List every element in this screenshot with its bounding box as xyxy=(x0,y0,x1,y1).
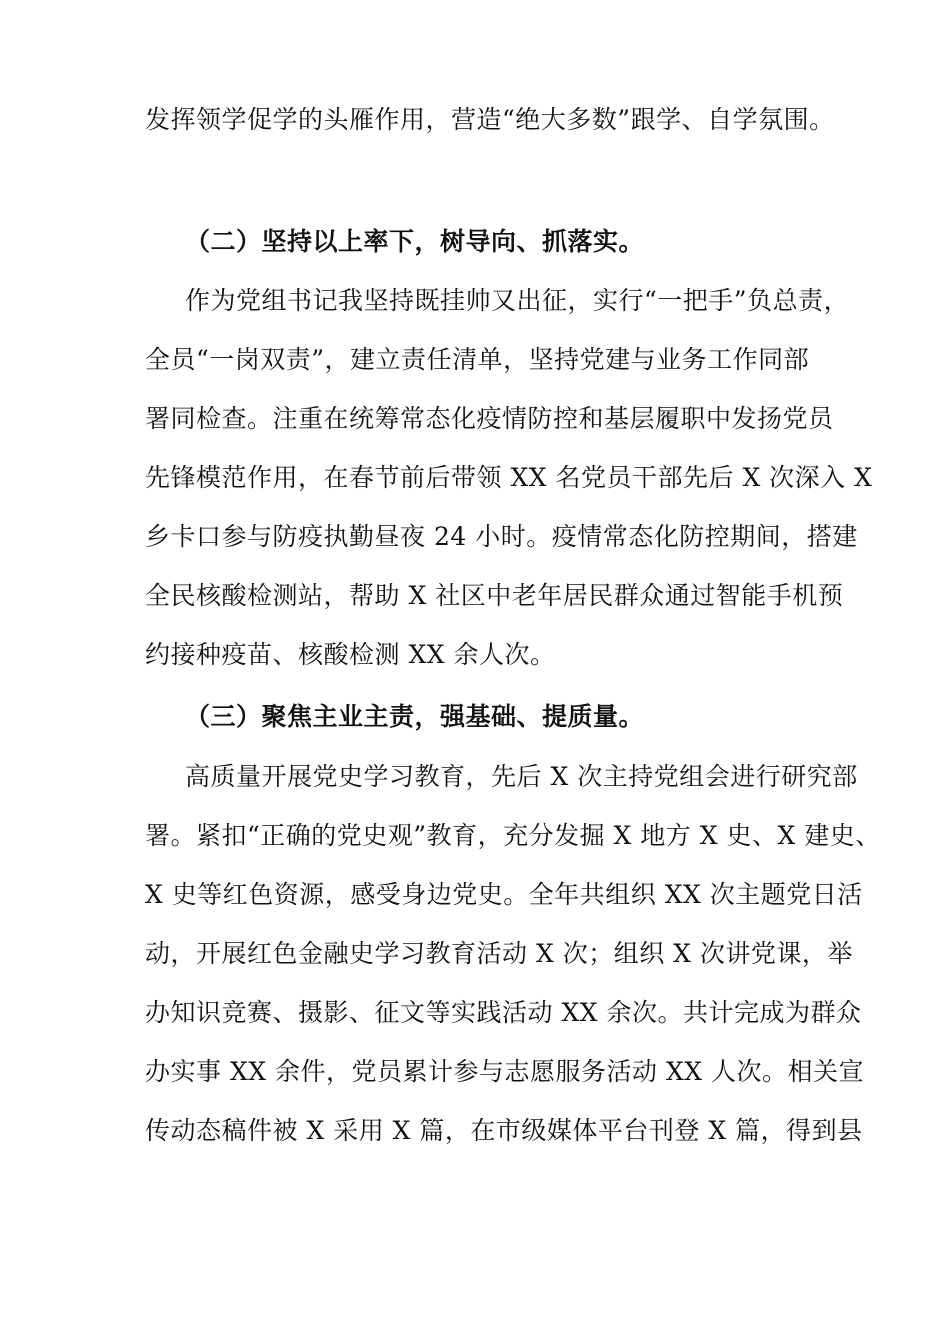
paragraph-line: 全员“一岗双责”，建立责任清单，坚持党建与业务工作同部 xyxy=(145,345,810,374)
paragraph-line: 办知识竞赛、摄影、征文等实践活动 XX 余次。共计完成为群众 xyxy=(145,998,862,1027)
paragraph-line: 署同检查。注重在统筹常态化疫情防控和基层履职中发扬党员 xyxy=(145,404,834,433)
paragraph-line: 乡卡口参与防疫执勤昼夜 24 小时。疫情常态化防控期间，搭建 xyxy=(145,522,858,551)
paragraph-line: 办实事 XX 余件，党员累计参与志愿服务活动 XX 人次。相关宣 xyxy=(145,1057,864,1086)
paragraph-line: 署。紧扣“正确的党史观”教育，充分发掘 X 地方 X 史、X 建史、 xyxy=(145,821,881,850)
section-heading: （三）聚焦主业主责，强基础、提质量。 xyxy=(185,702,645,731)
paragraph-line: 动，开展红色金融史学习教育活动 X 次；组织 X 次讲党课，举 xyxy=(145,939,853,968)
paragraph-line: 作为党组书记我坚持既挂帅又出征，实行“一把手”负总责， xyxy=(185,286,850,315)
paragraph-line: 全民核酸检测站，帮助 X 社区中老年居民群众通过智能手机预 xyxy=(145,581,844,610)
section-heading: （二）坚持以上率下，树导向、抓落实。 xyxy=(185,227,645,256)
paragraph-line: 高质量开展党史学习教育，先后 X 次主持党组会进行研究部 xyxy=(185,762,858,791)
paragraph-line: 约接种疫苗、核酸检测 XX 余人次。 xyxy=(145,640,556,669)
paragraph-line: 先锋模范作用，在春节前后带领 XX 名党员干部先后 X 次深入 X xyxy=(145,463,873,492)
paragraph-line: 发挥领学促学的头雁作用，营造“绝大多数”跟学、自学氛围。 xyxy=(145,105,835,134)
paragraph-line: 传动态稿件被 X 采用 X 篇，在市级媒体平台刊登 X 篇，得到县 xyxy=(145,1116,863,1145)
paragraph-line: X 史等红色资源，感受身边党史。全年共组织 XX 次主题党日活 xyxy=(145,880,863,909)
